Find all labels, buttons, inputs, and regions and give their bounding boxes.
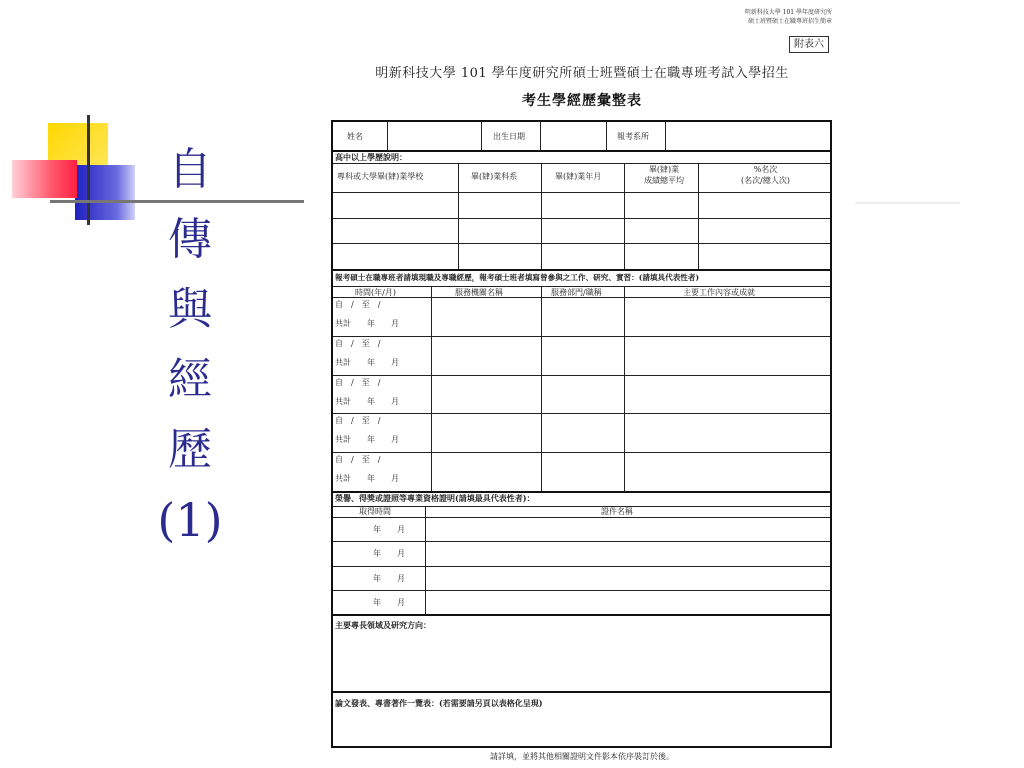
experience-col-dept: 服務部門/職稱 (551, 288, 602, 297)
papers-label: 論文發表、專書著作一覽表：(若需要請另頁以表格化呈現) (335, 698, 543, 708)
experience-row-total: 共計 年 月 (335, 396, 399, 406)
header-note-line-1: 明新科技大學 101 學年度研究所 (744, 9, 832, 16)
slide-title-char-3: 與 (168, 284, 212, 335)
experience-row-from-to: 自 / 至 / (335, 377, 381, 387)
deco-red-square (12, 160, 77, 198)
experience-row-divider (333, 413, 830, 414)
deco-blue-square (75, 165, 135, 220)
education-col-major: 畢(肄)業科系 (471, 172, 518, 181)
experience-col-achievement: 主要工作內容或成就 (683, 288, 755, 297)
document-header-note (724, 8, 832, 26)
experience-row-divider (333, 452, 830, 453)
experience-row-total: 共計 年 月 (335, 474, 399, 484)
slide-title-char-2: 傳 (168, 214, 212, 265)
experience-row-divider (333, 336, 830, 337)
education-col-school: 專科或大學畢(肄)業學校 (337, 172, 424, 181)
awards-row-divider (333, 566, 830, 567)
awards-col-cert: 證件名稱 (601, 507, 633, 516)
experience-row-total: 共計 年 月 (335, 319, 399, 328)
experience-col-period: 時間(年/月) (355, 288, 396, 297)
specialty-label: 主要專長領域及研究方向： (335, 620, 431, 630)
awards-section-label: 榮譽、得獎或證照等專業資格證明(請填最具代表性者)： (335, 493, 535, 503)
document-subheading: 考生學經歷彙整表 (522, 93, 642, 109)
slide-title-char-1: 自 (168, 144, 212, 195)
experience-col-org: 服務機關名稱 (455, 288, 503, 297)
document-heading: 明新科技大學 101 學年度研究所碩士班暨碩士在職專班考試入學招生 (375, 66, 789, 81)
document-footer-note: 請詳填，並將其他相關證明文件影本依序裝訂於後。 (490, 752, 674, 761)
awards-row-divider (333, 541, 830, 542)
experience-row-divider (333, 375, 830, 376)
deco-vertical-line (87, 115, 90, 225)
department-label: 報考系所 (617, 132, 649, 141)
experience-row-from-to: 自 / 至 / (335, 300, 381, 309)
experience-row-from-to: 自 / 至 / (335, 455, 381, 465)
experience-section-label: 報考碩士在職專班者請填現職及專職經歷，報考碩士班者填寫曾參與之工作、研究、實習：(請填具代表性者) (335, 273, 700, 282)
experience-row-total: 共計 年 月 (335, 435, 399, 445)
awards-row-divider (333, 590, 830, 591)
awards-row-date: 年 月 (373, 573, 405, 583)
slide-title-suffix: (1) (157, 493, 223, 547)
slide-title-char-5: 歷 (168, 424, 212, 475)
awards-row-date: 年 月 (373, 549, 405, 559)
faint-divider (855, 202, 960, 204)
awards-col-date: 取得時間 (359, 507, 391, 516)
education-col-gpa: 畢(肄)業 成績總平均 (644, 165, 684, 185)
header-note-line-2: 碩士班暨碩士在職專班招生簡章 (747, 18, 832, 25)
application-form (331, 120, 832, 748)
slide-title (140, 135, 240, 555)
awards-row-date: 年 月 (373, 597, 405, 607)
name-label: 姓名 (347, 132, 363, 141)
attachment-label: 附表六 (789, 36, 829, 53)
education-col-date: 畢(肄)業年月 (555, 172, 602, 181)
education-section-label: 高中以上學歷說明： (335, 152, 407, 162)
slide-title-char-4: 經 (168, 354, 212, 405)
experience-row-from-to: 自 / 至 / (335, 338, 381, 348)
birth-date-label: 出生日期 (493, 132, 525, 141)
experience-row-from-to: 自 / 至 / (335, 416, 381, 426)
education-col-rank: %名次 (名次/總人次) (741, 165, 790, 185)
experience-row-total: 共計 年 月 (335, 357, 399, 367)
awards-row-date: 年 月 (373, 525, 405, 534)
